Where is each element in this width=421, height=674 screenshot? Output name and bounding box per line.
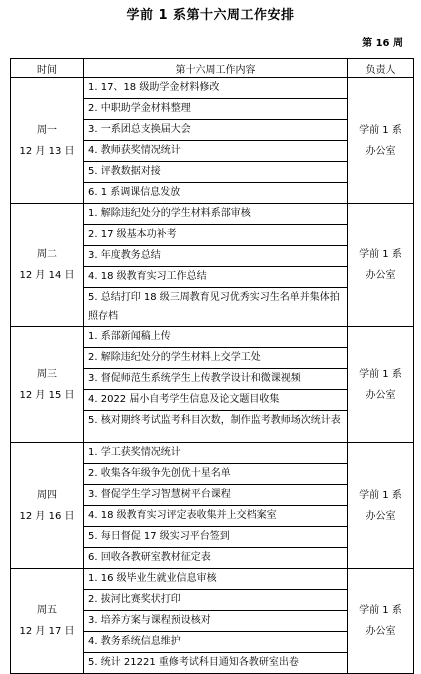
task-item: 1. 解除违纪处分的学生材料系部审核 <box>84 204 347 225</box>
owner-line1: 学前 1 系 <box>359 368 402 380</box>
table-row <box>11 443 414 569</box>
time-cell <box>11 569 84 674</box>
day-label: 周二 <box>37 249 57 260</box>
task-item: 2. 拔河比赛奖状打印 <box>84 590 347 611</box>
week-label: 第 16 周 <box>362 38 403 49</box>
owner-cell <box>348 569 414 674</box>
task-item: 1. 17、18 级助学金材料修改 <box>84 78 347 99</box>
owner-line2: 办公室 <box>365 626 396 637</box>
task-item: 4. 教师获奖情况统计 <box>84 141 347 162</box>
task-item: 3. 督促学生学习智慧树平台课程 <box>84 485 347 506</box>
header-time: 时间 <box>11 59 84 78</box>
task-item: 3. 年度教务总结 <box>84 246 347 267</box>
time-cell <box>11 204 84 327</box>
owner-line1: 学前 1 系 <box>359 124 402 136</box>
task-item: 1. 学工获奖情况统计 <box>84 443 347 464</box>
owner-line1: 学前 1 系 <box>359 249 402 260</box>
owner-line1: 学前 1 系 <box>359 605 402 616</box>
date-label: 12 月 14 日 <box>19 270 75 281</box>
task-item: 3. 一系团总支换届大会 <box>84 120 347 141</box>
owner-line2: 办公室 <box>365 145 396 157</box>
schedule-table <box>10 58 414 674</box>
owner-line2: 办公室 <box>365 510 396 522</box>
table-row <box>11 327 414 443</box>
owner-line2: 办公室 <box>365 389 396 401</box>
task-item: 4. 18 级教育实习评定表收集并上交档案室 <box>84 506 347 527</box>
task-item: 5. 每日督促 17 级实习平台签到 <box>84 527 347 548</box>
table-row <box>11 569 414 674</box>
owner-line2: 办公室 <box>365 270 396 281</box>
day-label: 周一 <box>37 124 57 136</box>
date-label: 12 月 15 日 <box>19 389 75 401</box>
content-cell <box>84 443 348 569</box>
time-cell <box>11 327 84 443</box>
task-item: 4. 教务系统信息维护 <box>84 632 347 653</box>
task-item: 3. 培养方案与课程预设核对 <box>84 611 347 632</box>
task-item: 2. 17 级基本功补考 <box>84 225 347 246</box>
owner-cell <box>348 327 414 443</box>
task-item: 5. 评教数据对接 <box>84 162 347 183</box>
task-item: 5. 统计 21221 重修考试科目通知各教研室出卷 <box>88 657 299 668</box>
table-header-row <box>11 59 414 78</box>
date-label: 12 月 16 日 <box>19 510 75 522</box>
day-label: 周五 <box>37 605 57 616</box>
table-row <box>11 78 414 204</box>
content-cell <box>84 204 348 327</box>
task-item: 2. 中职助学金材料整理 <box>84 99 347 120</box>
day-label: 周三 <box>37 368 57 380</box>
task-item: 5. 总结打印 18 级三周教育见习优秀实习生名单并集体拍照存档 <box>88 292 340 322</box>
header-owner: 负责人 <box>348 59 414 78</box>
task-item: 6. 1 系调课信息发放 <box>88 187 181 198</box>
time-cell <box>11 78 84 204</box>
owner-cell <box>348 78 414 204</box>
owner-line1: 学前 1 系 <box>359 489 402 501</box>
document-title: 学前 1 系第十六周工作安排 <box>126 8 295 23</box>
task-item: 6. 回收各教研室教材征定表 <box>88 552 211 563</box>
content-cell <box>84 327 348 443</box>
task-item: 2. 收集各年级争先创优十星名单 <box>84 464 347 485</box>
task-item: 5. 核对期终考试监考科目次数，制作监考教师场次统计表 <box>88 415 341 426</box>
content-cell <box>84 78 348 204</box>
content-cell <box>84 569 348 674</box>
task-item: 1. 系部新闻稿上传 <box>84 327 347 348</box>
date-label: 12 月 13 日 <box>19 145 75 157</box>
task-item: 1. 16 级毕业生就业信息审核 <box>84 569 347 590</box>
task-item: 4. 18 级教育实习工作总结 <box>84 267 347 288</box>
task-item: 3. 督促师范生系统学生上传教学设计和微课视频 <box>84 369 347 390</box>
owner-cell <box>348 204 414 327</box>
date-label: 12 月 17 日 <box>19 626 75 637</box>
time-cell <box>11 443 84 569</box>
owner-cell <box>348 443 414 569</box>
task-item: 4. 2022 届小自考学生信息及论文题目收集 <box>84 390 347 411</box>
task-item: 2. 解除违纪处分的学生材料上交学工处 <box>84 348 347 369</box>
header-content: 第十六周工作内容 <box>84 59 348 78</box>
table-row <box>11 204 414 327</box>
day-label: 周四 <box>37 489 57 501</box>
